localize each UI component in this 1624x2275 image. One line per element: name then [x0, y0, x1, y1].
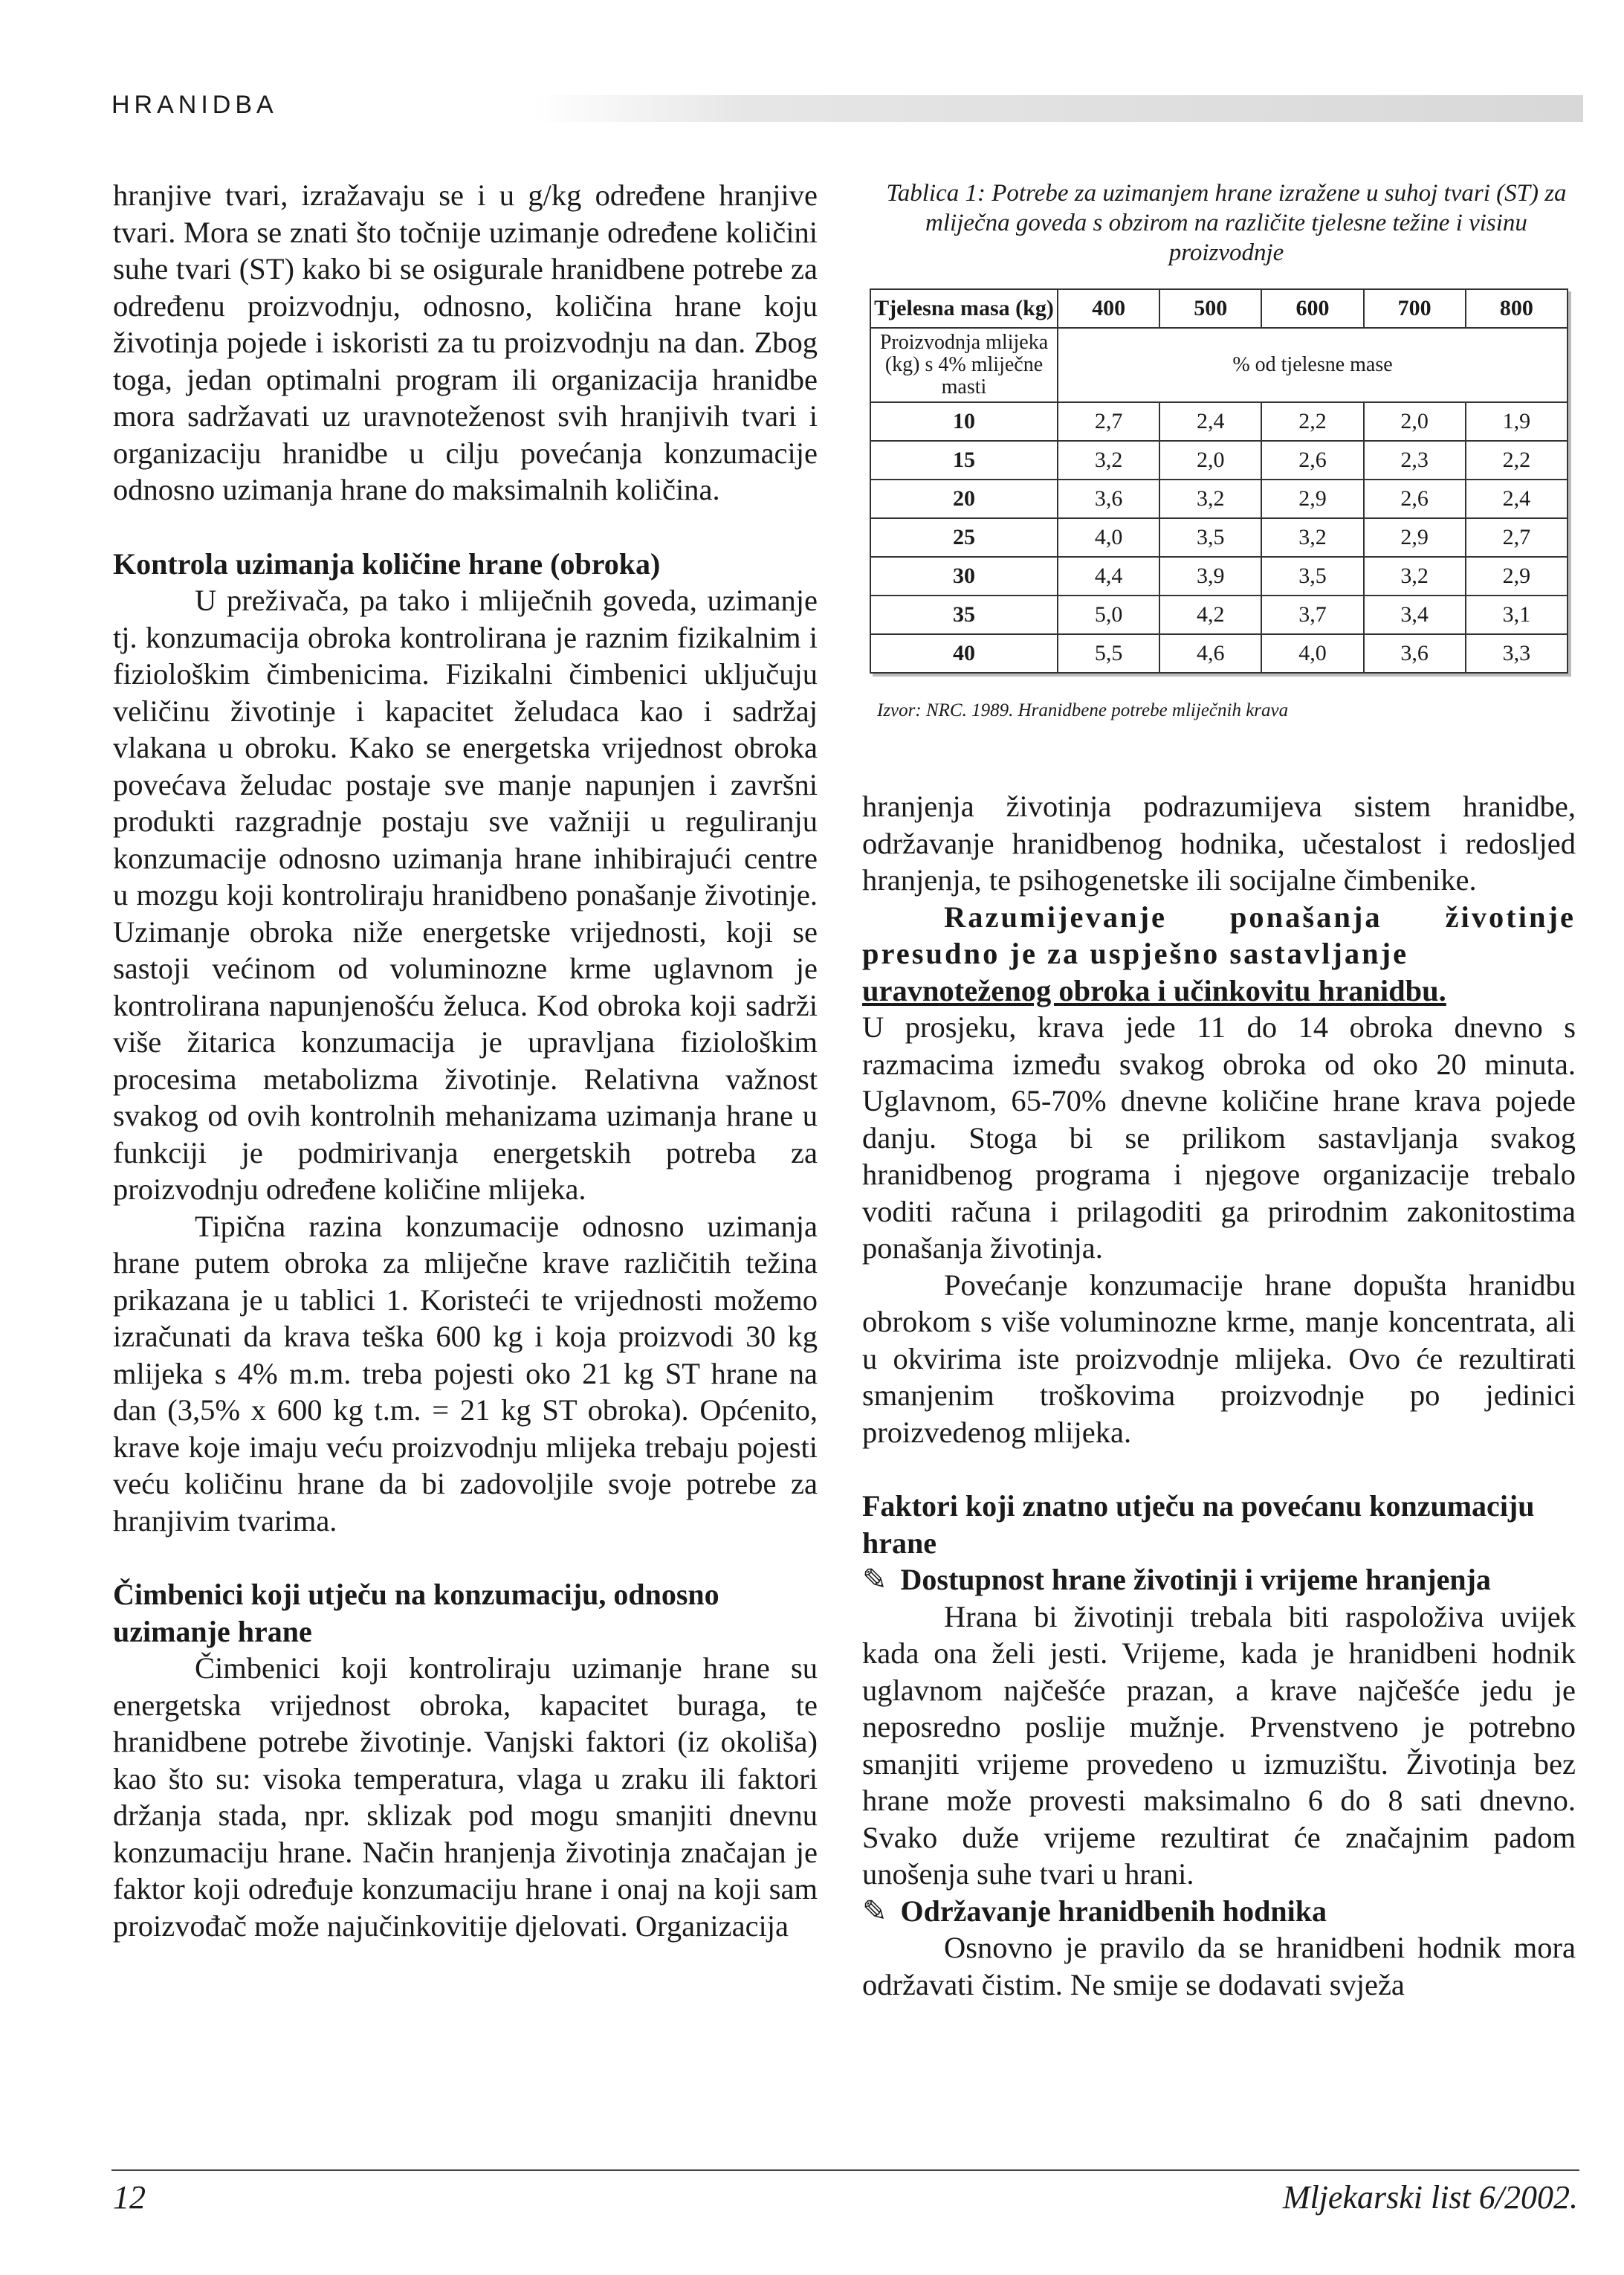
- pencil-icon: ✎: [862, 1894, 887, 1928]
- header-bar: [535, 95, 1583, 122]
- page-number: 12: [113, 2179, 146, 2216]
- table-cell: 4,6: [1159, 634, 1261, 673]
- table-cell: 5,5: [1058, 634, 1159, 673]
- table-cell: 2,6: [1261, 441, 1363, 480]
- paragraph: Čimbenici koji kontroliraju uzimanje hrane su energetska vrijednost obroka, kapacitet buraga, te hranidbene potrebe životinje. Vanjski faktori (iz okoliša) kao što su: visoka temperatura, vlaga u zraku ili faktori držanja stada, npr. sklizak pod mogu smanjiti dnevnu konzumaciju hrane. Način hranjenja životinja značajan je faktor koji određuje konzumaciju hrane i onaj na koji sam proizvođač može najučinkovitije djelovati. Organizacija: [113, 1651, 818, 1943]
- table-cell: 3,2: [1159, 480, 1261, 518]
- table-cell: 4,4: [1058, 557, 1159, 596]
- header-label: Tjelesna masa (kg): [870, 289, 1058, 328]
- column-header: 600: [1261, 289, 1363, 328]
- table-cell: 2,4: [1159, 402, 1261, 441]
- table-cell: 3,2: [1261, 518, 1363, 557]
- paragraph: U preživača, pa tako i mliječnih goveda, uzimanje tj. konzumacija obroka kontrolirana je raznim fizikalnim i fiziološkim čimbenicima. Fizikalni čimbenici uključuju veličinu životinje i kapacitet želudaca kao i sadržaj vlakana u obroku. Kako se energetska vrijednost obroka povećava želudac postaje sve manje napunjen i završni produkti razgradnje postaju sve važniji u reguliranju konzumacije odnosno uzimanja hrane inhibirajući centre u mozgu koji kontroliraju hranidbeno ponašanje životinje. Uzimanje obroka niže energetske vrijednosti, koji se sastoji većinom od voluminozne krme uglavnom je kontrolirana napunjenošću želuca. Kod obroka koji sadrži više žitarica konzumacija je upravljana fiziološkim procesima metabolizma životinje. Relativna važnost svakog od ovih kontrolnih mehanizama uzimanja hrane u funkciji je podmirivanja energetskih potreba za proizvodnju određene količine mlijeka.: [113, 584, 818, 1206]
- table-cell: 4,2: [1159, 596, 1261, 634]
- row-label-header: Proizvodnja mlijeka (kg) s 4% mliječne masti: [870, 328, 1058, 402]
- table-cell: 3,4: [1364, 596, 1466, 634]
- table-cell: 3,9: [1159, 557, 1261, 596]
- table-caption: Tablica 1: Potrebe za uzimanjem hrane izražene u suhoj tvari (ST) za mliječna goveda s obzirom na različite tjelesne težine i visinu proizvodnje: [886, 180, 1567, 266]
- table-row: [870, 596, 1568, 634]
- table-cell: 2,0: [1159, 441, 1261, 480]
- table-cell: 3,5: [1159, 518, 1261, 557]
- table-cell: 3,1: [1466, 596, 1568, 634]
- table-cell: 3,2: [1364, 557, 1466, 596]
- column-header: 800: [1466, 289, 1568, 328]
- table-cell: 4,0: [1058, 518, 1159, 557]
- column-header: 500: [1159, 289, 1261, 328]
- table-cell: 2,4: [1466, 480, 1568, 518]
- column-header: 700: [1364, 289, 1466, 328]
- row-label: 15: [870, 441, 1058, 480]
- row-label: 20: [870, 480, 1058, 518]
- row-label: 30: [870, 557, 1058, 596]
- table-cell: 2,2: [1466, 441, 1568, 480]
- table-cell: 2,6: [1364, 480, 1466, 518]
- pencil-icon: ✎: [862, 1563, 887, 1596]
- table-cell: 2,9: [1261, 480, 1363, 518]
- paragraph: Hrana bi životinji trebala biti raspoloživa uvijek kada ona želi jesti. Vrijeme, kada je hranidbeni hodnik uglavnom najčešće prazan, a krave najčešće jedu je neposredno poslije mužnje. Prvenstveno je potrebno smanjiti vrijeme provedeno u izmuzištu. Životinja bez hrane može provesti maksimalno 6 do 8 sati dnevno. Svako duže vrijeme rezultirat će značajnim padom unošenja suhe tvari u hrani.: [862, 1599, 1576, 1891]
- table-cell: 3,5: [1261, 557, 1363, 596]
- table-cell: 2,9: [1466, 557, 1568, 596]
- paragraph: hranjenja životinja podrazumijeva sistem hranidbe, održavanje hranidbenog hodnika, učestalost i redosljed hranjenja, te psihogenetske ili socijalne čimbenike.: [862, 790, 1576, 897]
- subheading: Dostupnost hrane životinji i vrijeme hranjenja: [900, 1563, 1491, 1596]
- paragraph: hranjive tvari, izražavaju se i u g/kg određene hranjive tvari. Mora se znati što točnije uzimanje određene količini suhe tvari (ST) kako bi se osigurale hranidbene potrebe za određenu proizvodnju, odnosno, količina hrane koju životinja pojede i iskoristi za tu proizvodnju na dan. Zbog toga, jedan optimalni program ili organizacija hranidbe mora sadržavati uz uravnoteženost svih hranjivih tvari i organizaciju hranidbe u cilju povećanja konzumacije odnosno uzimanja hrane do maksimalnih količina.: [113, 178, 818, 506]
- row-label: 35: [870, 596, 1058, 634]
- table-cell: 5,0: [1058, 596, 1159, 634]
- table-row: [870, 518, 1568, 557]
- table-cell: 2,7: [1466, 518, 1568, 557]
- unit-label: % od tjelesne mase: [1058, 328, 1568, 402]
- emphasis-text: Razumijevanje ponašanja životinje presudno je za uspješno sastavljanje: [862, 900, 1576, 970]
- table-cell: 2,0: [1364, 402, 1466, 441]
- section-heading: Faktori koji znatno utječu na povećanu konzumaciju hrane: [862, 1489, 1535, 1560]
- table-row: [870, 441, 1568, 480]
- table-row: [870, 402, 1568, 441]
- section-heading: Čimbenici koji utječu na konzumaciju, odnosno uzimanje hrane: [113, 1578, 719, 1648]
- table-cell: 3,6: [1364, 634, 1466, 673]
- right-column: [862, 788, 1576, 2003]
- table-cell: 3,2: [1058, 441, 1159, 480]
- table-cell: 2,3: [1364, 441, 1466, 480]
- table-cell: 2,9: [1364, 518, 1466, 557]
- table-cell: 2,7: [1058, 402, 1159, 441]
- paragraph: Tipična razina konzumacije odnosno uzimanja hrane putem obroka za mliječne krave različitih težina prikazana je u tablici 1. Koristeći te vrijednosti možemo izračunati da krava teška 600 kg i koja proizvodi 30 kg mlijeka s 4% m.m. treba pojesti oko 21 kg ST hrane na dan (3,5% x 600 kg t.m. = 21 kg ST obroka). Općenito, krave koje imaju veću proizvodnju mlijeka trebaju pojesti veću količinu hrane da bi zadovoljile svoje potrebe za hranjivim tvarima.: [113, 1209, 818, 1537]
- subheading: Održavanje hranidbenih hodnika: [900, 1894, 1327, 1928]
- section-header: HRANIDBA: [111, 91, 278, 119]
- row-label: 10: [870, 402, 1058, 441]
- magazine-issue: Mljekarski list 6/2002.: [1282, 2179, 1578, 2216]
- table-cell: 3,6: [1058, 480, 1159, 518]
- column-header: 400: [1058, 289, 1159, 328]
- table-cell: 1,9: [1466, 402, 1568, 441]
- paragraph: U prosjeku, krava jede 11 do 14 obroka dnevno s razmacima između svakog obroka od oko 20 minuta. Uglavnom, 65-70% dnevne količine hrane krava pojede danju. Stoga bi se prilikom sastavljanja svakog hranidbenog programa i njegove organizacije trebalo voditi računa i prilagoditi ga prirodnim zakonitostima ponašanja životinja.: [862, 1010, 1576, 1265]
- table-cell: 3,7: [1261, 596, 1363, 634]
- table-row: [870, 634, 1568, 673]
- table-cell: 3,3: [1466, 634, 1568, 673]
- table-row: [870, 480, 1568, 518]
- row-label: 25: [870, 518, 1058, 557]
- section-heading: Kontrola uzimanja količine hrane (obroka): [113, 546, 661, 581]
- footer-rule: [111, 2169, 1579, 2171]
- emphasis-underlined: uravnoteženog obroka i učinkovitu hranidbu.: [862, 973, 1446, 1007]
- row-label: 40: [870, 634, 1058, 673]
- table-row: [870, 557, 1568, 596]
- paragraph: Osnovno je pravilo da se hranidbeni hodnik mora održavati čistim. Ne smije se dodavati svježa: [862, 1931, 1576, 2001]
- left-column: [113, 177, 818, 1944]
- intake-table: [870, 288, 1568, 674]
- table-cell: 2,2: [1261, 402, 1363, 441]
- table-figure: [870, 178, 1583, 721]
- table-source: Izvor: NRC. 1989. Hranidbene potrebe mliječnih krava: [877, 700, 1289, 720]
- paragraph: Povećanje konzumacije hrane dopušta hranidbu obrokom s više voluminozne krme, manje koncentrata, ali u okvirima iste proizvodnje mlijeka. Ovo će rezultirati smanjenim troškovima proizvodnje po jedinici proizvedenog mlijeka.: [862, 1268, 1576, 1449]
- table-cell: 4,0: [1261, 634, 1363, 673]
